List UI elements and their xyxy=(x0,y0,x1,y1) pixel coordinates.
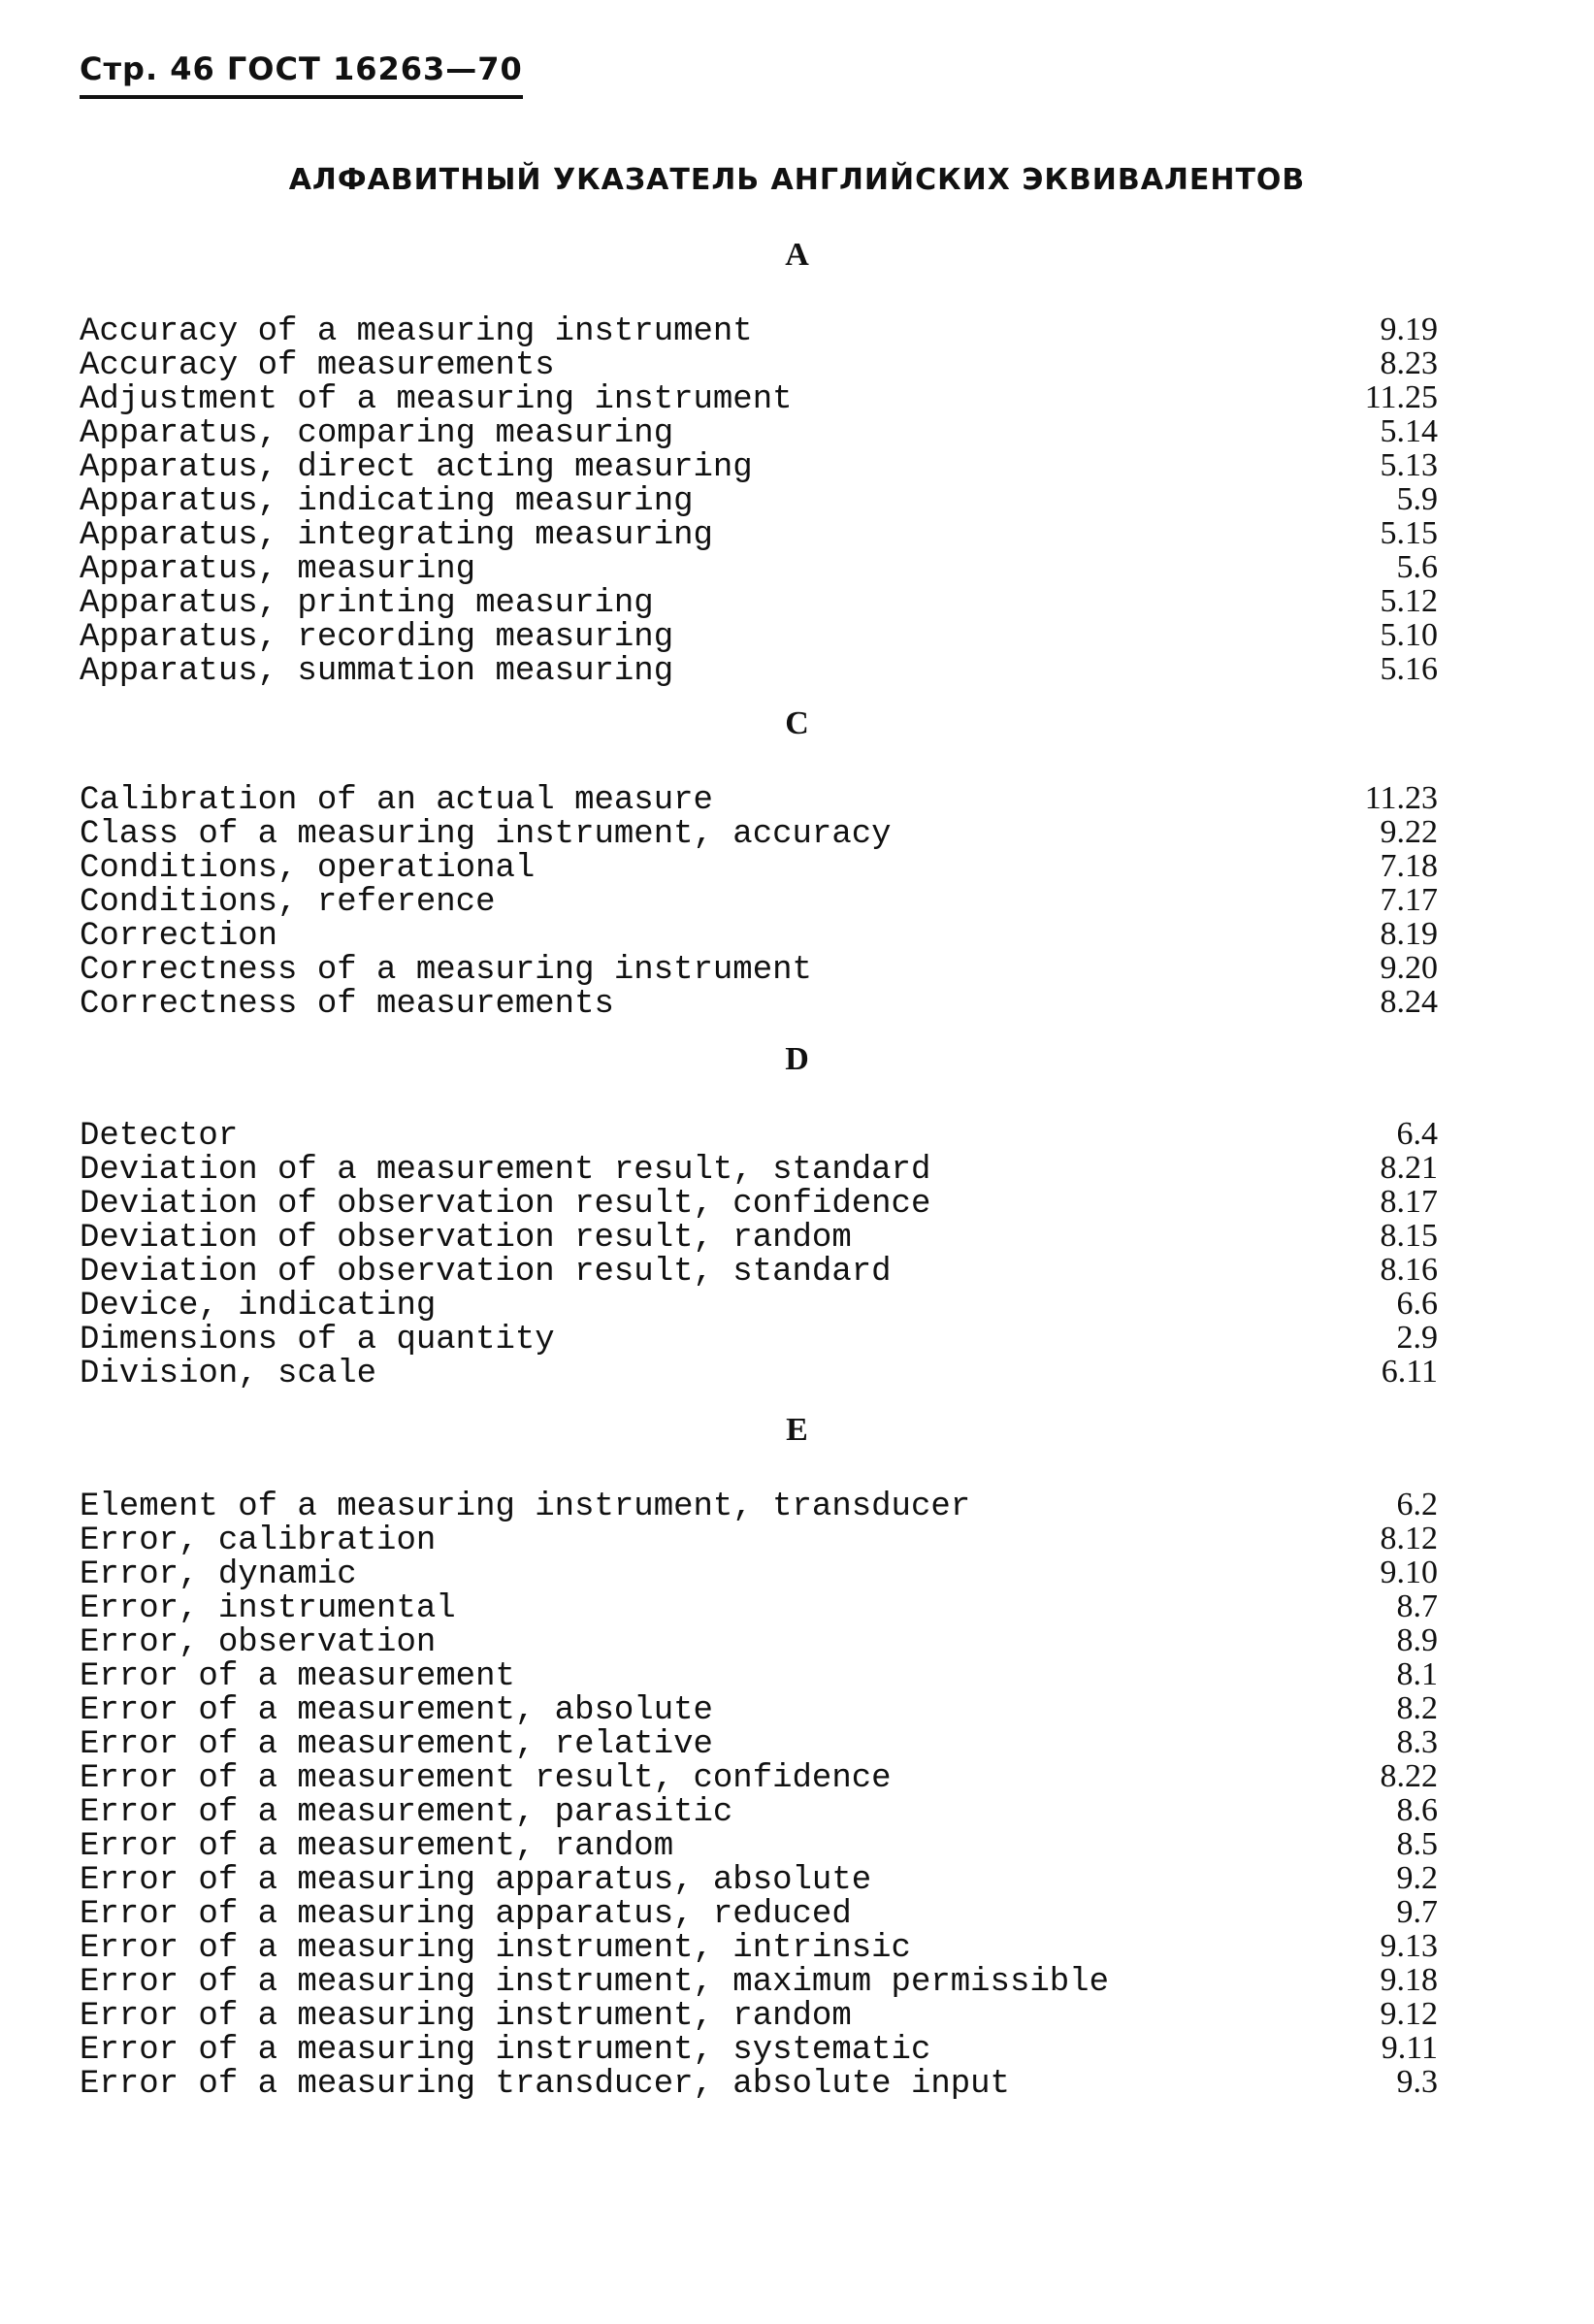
index-entry xyxy=(80,1487,1438,1525)
index-entry xyxy=(80,1826,1438,1865)
entry-term: Error of a measurement, absolute xyxy=(80,1692,713,1729)
index-entry xyxy=(80,1894,1438,1933)
entry-term: Deviation of observation result, confidence xyxy=(80,1186,931,1223)
index-entry xyxy=(80,617,1438,656)
entry-term: Adjustment of a measuring instrument xyxy=(80,381,793,418)
index-entry xyxy=(80,345,1438,384)
entry-term: Device, indicating xyxy=(80,1288,437,1325)
entry-term: Conditions, operational xyxy=(80,850,536,887)
section-c xyxy=(80,705,1438,1023)
entry-term: Correctness of a measuring instrument xyxy=(80,952,812,989)
index-entry xyxy=(80,1218,1438,1257)
page-header: Стр. 46 ГОСТ 16263—70 xyxy=(80,50,523,99)
index-entry xyxy=(80,1116,1438,1155)
section-letter: E xyxy=(786,1412,808,1448)
entry-term: Correction xyxy=(80,918,278,955)
index-entry xyxy=(80,1354,1438,1392)
index-entry xyxy=(80,447,1438,486)
entry-reference-number: 9.20 xyxy=(1380,950,1438,986)
entry-reference-number: 8.23 xyxy=(1380,345,1438,381)
entry-term: Error, calibration xyxy=(80,1522,437,1559)
entry-term: Accuracy of a measuring instrument xyxy=(80,313,753,350)
entry-reference-number: 5.13 xyxy=(1380,447,1438,483)
entry-reference-number: 5.10 xyxy=(1380,617,1438,653)
entry-term: Conditions, reference xyxy=(80,884,496,921)
entry-reference-number: 8.16 xyxy=(1380,1252,1438,1288)
entry-term: Accuracy of measurements xyxy=(80,347,555,384)
index-entry xyxy=(80,780,1438,819)
entry-reference-number: 8.6 xyxy=(1396,1792,1438,1828)
entry-reference-number: 6.6 xyxy=(1396,1286,1438,1322)
entry-reference-number: 7.17 xyxy=(1380,882,1438,918)
index-entry xyxy=(80,2030,1438,2069)
entry-reference-number: 5.6 xyxy=(1396,549,1438,585)
section-gap xyxy=(80,1096,1438,1117)
index-entry xyxy=(80,1860,1438,1899)
index-entry xyxy=(80,984,1438,1023)
index-entry xyxy=(80,583,1438,622)
entry-term: Error of a measuring instrument, maximum permissible xyxy=(80,1964,1109,2001)
entry-reference-number: 9.3 xyxy=(1396,2064,1438,2100)
entry-term: Error of a measurement xyxy=(80,1658,515,1695)
index-entry xyxy=(80,950,1438,989)
entry-reference-number: 6.2 xyxy=(1396,1487,1438,1522)
entry-reference-number: 7.18 xyxy=(1380,848,1438,884)
entry-term: Error of a measurement, parasitic xyxy=(80,1794,733,1831)
entry-reference-number: 8.15 xyxy=(1380,1218,1438,1254)
index-entry xyxy=(80,1724,1438,1763)
entry-reference-number: 8.7 xyxy=(1396,1588,1438,1624)
entry-term: Deviation of observation result, random xyxy=(80,1220,852,1257)
entry-term: Error of a measuring instrument, random xyxy=(80,1998,852,2035)
entry-reference-number: 5.12 xyxy=(1380,583,1438,619)
entry-reference-number: 8.22 xyxy=(1380,1758,1438,1794)
section-gap xyxy=(80,291,1438,312)
index-entry xyxy=(80,549,1438,588)
index-entry xyxy=(80,1252,1438,1291)
index-entry xyxy=(80,1555,1438,1593)
section-gap xyxy=(80,1466,1438,1488)
entry-term: Error of a measuring transducer, absolute input xyxy=(80,2066,1010,2103)
entry-reference-number: 8.24 xyxy=(1380,984,1438,1020)
entry-reference-number: 8.21 xyxy=(1380,1150,1438,1186)
index-entry xyxy=(80,311,1438,350)
entry-term: Apparatus, indicating measuring xyxy=(80,483,694,520)
section-gap xyxy=(80,760,1438,781)
entry-term: Correctness of measurements xyxy=(80,986,614,1023)
index-entry xyxy=(80,1928,1438,1967)
index-entry xyxy=(80,882,1438,921)
entry-reference-number: 8.1 xyxy=(1396,1656,1438,1692)
index-entry xyxy=(80,1656,1438,1695)
index-entry xyxy=(80,1320,1438,1358)
entry-term: Apparatus, integrating measuring xyxy=(80,517,713,554)
index-entry xyxy=(80,916,1438,955)
section-letter: C xyxy=(785,705,809,741)
entry-reference-number: 9.12 xyxy=(1380,1996,1438,2032)
entry-term: Apparatus, comparing measuring xyxy=(80,415,674,452)
entry-reference-number: 9.22 xyxy=(1380,814,1438,850)
entry-term: Error of a measuring apparatus, absolute xyxy=(80,1862,872,1899)
index-entry xyxy=(80,413,1438,452)
section-a xyxy=(80,237,1438,690)
entry-reference-number: 9.13 xyxy=(1380,1928,1438,1964)
index-entry xyxy=(80,651,1438,690)
entry-term: Deviation of a measurement result, standard xyxy=(80,1152,931,1189)
entry-term: Apparatus, summation measuring xyxy=(80,653,674,690)
entry-reference-number: 8.3 xyxy=(1396,1724,1438,1760)
entry-term: Deviation of observation result, standard xyxy=(80,1254,892,1291)
index-entry xyxy=(80,1690,1438,1729)
entry-term: Apparatus, measuring xyxy=(80,551,476,588)
entry-term: Apparatus, recording measuring xyxy=(80,619,674,656)
entry-term: Detector xyxy=(80,1118,239,1155)
entry-reference-number: 8.2 xyxy=(1396,1690,1438,1726)
entry-term: Apparatus, direct acting measuring xyxy=(80,449,753,486)
entry-term: Apparatus, printing measuring xyxy=(80,585,654,622)
entry-reference-number: 9.11 xyxy=(1381,2030,1438,2066)
entry-reference-number: 5.16 xyxy=(1380,651,1438,687)
index-entry xyxy=(80,379,1438,418)
index-entry xyxy=(80,1758,1438,1797)
index-entry xyxy=(80,1184,1438,1223)
index-entry xyxy=(80,515,1438,554)
entry-reference-number: 8.5 xyxy=(1396,1826,1438,1862)
entry-reference-number: 9.19 xyxy=(1380,311,1438,347)
entry-term: Error of a measurement result, confidence xyxy=(80,1760,892,1797)
entry-term: Error of a measuring instrument, systematic xyxy=(80,2032,931,2069)
entry-reference-number: 2.9 xyxy=(1396,1320,1438,1356)
entry-reference-number: 11.23 xyxy=(1364,780,1438,816)
entry-reference-number: 8.17 xyxy=(1380,1184,1438,1220)
section-d xyxy=(80,1041,1438,1392)
entry-term: Error of a measurement, relative xyxy=(80,1726,713,1763)
index-entry xyxy=(80,848,1438,887)
entry-reference-number: 8.19 xyxy=(1380,916,1438,952)
entry-reference-number: 11.25 xyxy=(1364,379,1438,415)
entry-term: Error, dynamic xyxy=(80,1556,357,1593)
section-letter: D xyxy=(785,1041,809,1077)
entry-term: Error, instrumental xyxy=(80,1590,456,1627)
entry-term: Dimensions of a quantity xyxy=(80,1322,555,1358)
entry-term: Division, scale xyxy=(80,1356,377,1392)
entry-term: Class of a measuring instrument, accuracy xyxy=(80,816,892,853)
entry-term: Calibration of an actual measure xyxy=(80,782,713,819)
index-entry xyxy=(80,814,1438,853)
index-title: АЛФАВИТНЫЙ УКАЗАТЕЛЬ АНГЛИЙСКИХ ЭКВИВАЛЕНТОВ xyxy=(288,163,1306,197)
entry-reference-number: 9.2 xyxy=(1396,1860,1438,1896)
index-entry xyxy=(80,1286,1438,1325)
index-entry xyxy=(80,1150,1438,1189)
entry-reference-number: 9.18 xyxy=(1380,1962,1438,1998)
entry-reference-number: 9.10 xyxy=(1380,1555,1438,1590)
entry-reference-number: 5.14 xyxy=(1380,413,1438,449)
index-entry xyxy=(80,2064,1438,2103)
entry-reference-number: 8.12 xyxy=(1380,1521,1438,1556)
index-entry xyxy=(80,481,1438,520)
entry-reference-number: 9.7 xyxy=(1396,1894,1438,1930)
section-e xyxy=(80,1412,1438,2103)
index-entry xyxy=(80,1588,1438,1627)
entry-term: Error of a measurement, random xyxy=(80,1828,674,1865)
entry-term: Error of a measuring apparatus, reduced xyxy=(80,1896,852,1933)
entry-term: Error, observation xyxy=(80,1624,437,1661)
index-entry xyxy=(80,1962,1438,2001)
entry-reference-number: 6.4 xyxy=(1396,1116,1438,1152)
index-entry xyxy=(80,1996,1438,2035)
entry-reference-number: 8.9 xyxy=(1396,1622,1438,1658)
index-entry xyxy=(80,1792,1438,1831)
section-letter: A xyxy=(785,237,809,273)
entry-reference-number: 5.9 xyxy=(1396,481,1438,517)
entry-reference-number: 5.15 xyxy=(1380,515,1438,551)
entry-reference-number: 6.11 xyxy=(1381,1354,1438,1390)
entry-term: Element of a measuring instrument, transducer xyxy=(80,1489,971,1525)
index-entry xyxy=(80,1521,1438,1559)
index-entry xyxy=(80,1622,1438,1661)
entry-term: Error of a measuring instrument, intrinsic xyxy=(80,1930,911,1967)
